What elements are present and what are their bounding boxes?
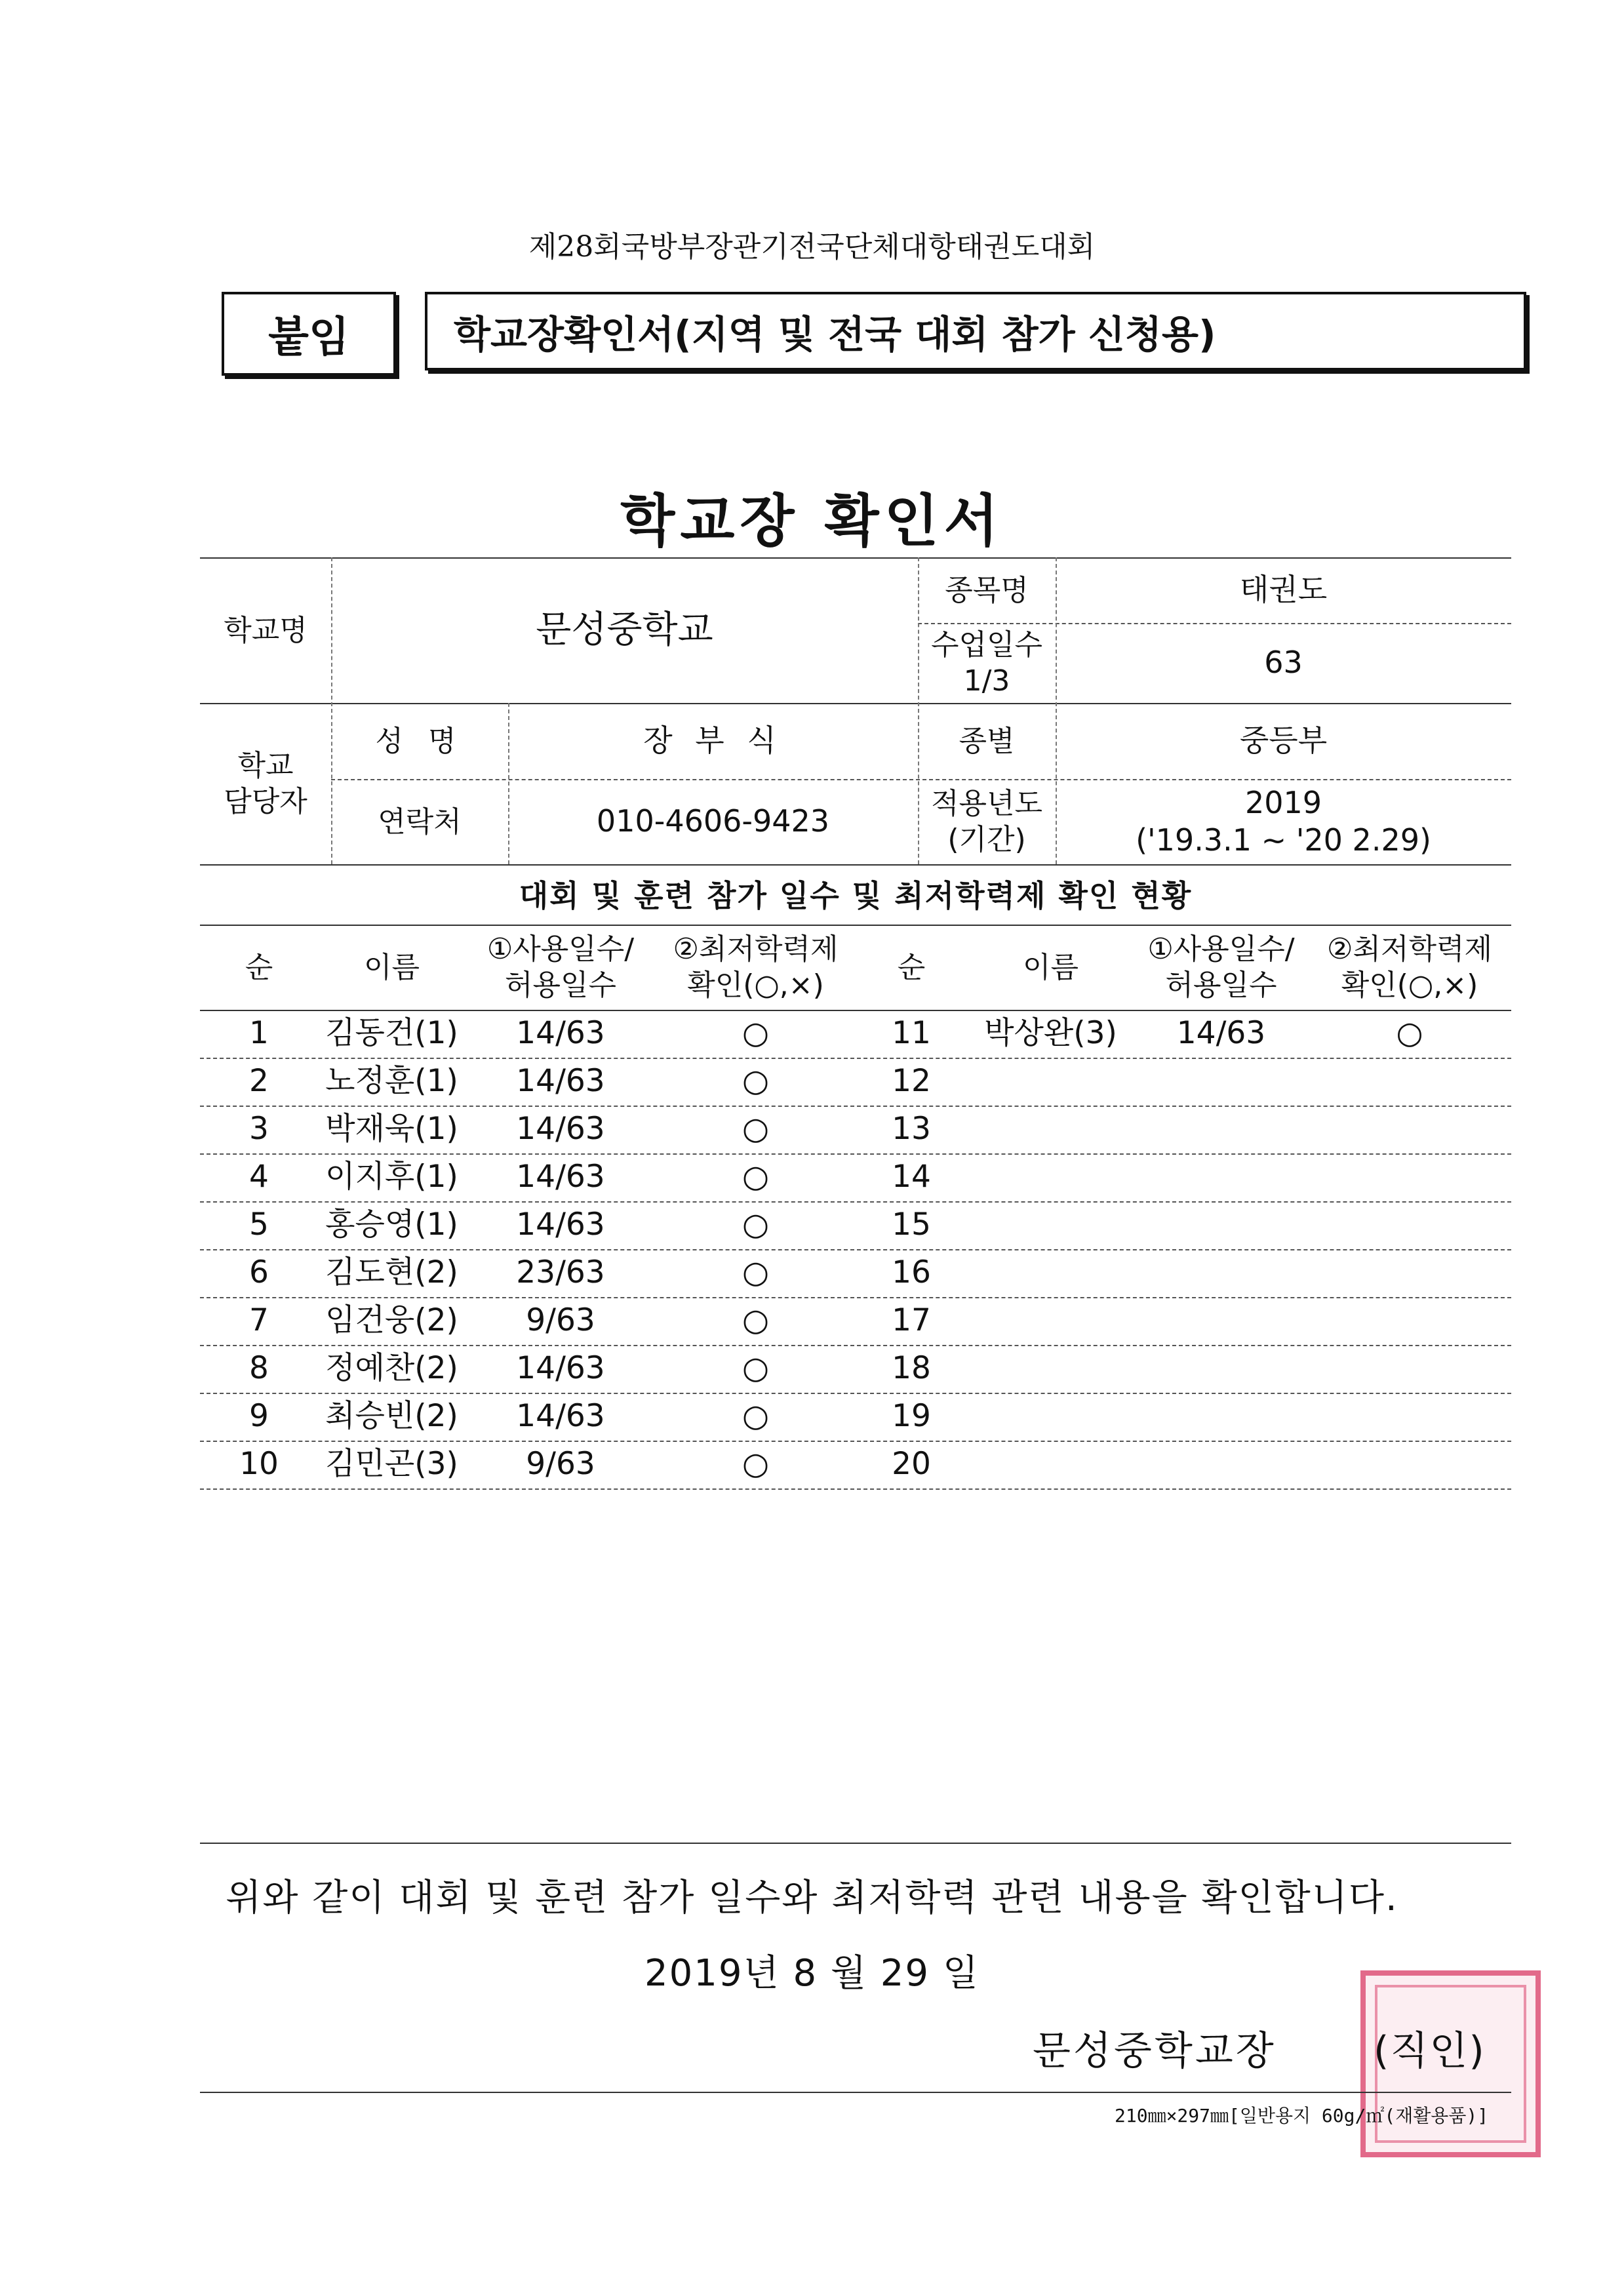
roster-name-cell: 김동건(1)	[325, 1015, 458, 1052]
col-no-left: 순	[245, 950, 273, 984]
roster-mark-cell: ○	[742, 1063, 769, 1100]
roster-mark-cell: ○	[742, 1350, 769, 1387]
col-days-line1: ①사용일수/	[486, 932, 635, 966]
roster-days-cell: 14/63	[516, 1015, 605, 1052]
school-label: 학교명	[224, 613, 307, 647]
roster-name-cell: 김민곤(3)	[325, 1446, 458, 1483]
roster-name-cell: 박상완(3)	[984, 1015, 1117, 1052]
col-name-right: 이름	[1022, 950, 1079, 984]
category-label: 종별	[959, 724, 1015, 758]
roster-days-cell: 14/63	[516, 1063, 605, 1100]
roster-no-cell: 7	[249, 1302, 269, 1339]
roster-days-cell	[1134, 1106, 1308, 1153]
roster-days-cell	[1134, 1153, 1308, 1201]
roster-name-cell	[967, 1297, 1134, 1345]
roster-no-cell: 9	[249, 1398, 269, 1435]
roster-mark-cell	[1308, 1106, 1511, 1153]
year-value-line1: 2019	[1244, 784, 1322, 820]
roster-name-cell	[967, 1345, 1134, 1393]
roster-no-cell: 5	[249, 1207, 269, 1243]
roster-no-cell: 6	[249, 1254, 269, 1291]
document-title: 학교장 확인서	[620, 489, 1004, 554]
roster-days-cell: 14/63	[516, 1159, 605, 1195]
roster-days-cell: 14/63	[516, 1398, 605, 1435]
roster-mark-cell: ○	[742, 1159, 769, 1195]
roster-days-cell: 14/63	[516, 1207, 605, 1243]
roster-name-cell	[967, 1058, 1134, 1106]
period-value: ('19.3.1 ~ '20 2.29)	[1136, 822, 1431, 858]
roster-days-cell	[1134, 1393, 1308, 1441]
seal-label: (직인)	[1374, 2028, 1486, 2074]
roster-name-cell: 김도현(2)	[325, 1254, 458, 1291]
roster-no-cell: 12	[892, 1063, 931, 1100]
roster-name-cell: 정예찬(2)	[325, 1350, 458, 1387]
event-value: 태권도	[1239, 572, 1328, 608]
class-days-label	[918, 623, 1056, 703]
name-value: 장 부 식	[643, 723, 783, 759]
roster-days-cell: 9/63	[526, 1302, 595, 1339]
class-days-value: 63	[1264, 645, 1303, 681]
roster-no-cell: 20	[892, 1446, 931, 1483]
roster-mark-cell	[1308, 1441, 1511, 1488]
roster-no-cell: 2	[249, 1063, 269, 1100]
roster-name-cell: 박재욱(1)	[325, 1111, 458, 1148]
roster-days-cell	[1134, 1297, 1308, 1345]
contact-value: 010-4606-9423	[596, 803, 830, 839]
roster-days-cell: 9/63	[526, 1446, 595, 1483]
roster-no-cell: 11	[892, 1015, 931, 1052]
col-confirm-line2: 확인(○,×)	[687, 968, 824, 1002]
col-confirm-line1: ②최저학력제	[1327, 932, 1492, 966]
col-name-left: 이름	[363, 950, 420, 984]
col-no-right: 순	[897, 950, 926, 984]
manager-label-line2: 담당자	[224, 785, 307, 818]
roster-days-cell	[1134, 1441, 1308, 1488]
roster-mark-cell: ○	[742, 1111, 769, 1148]
divider	[200, 2092, 1511, 2093]
roster-mark-cell	[1308, 1297, 1511, 1345]
row-divider	[200, 1488, 1511, 1490]
roster-name-cell: 홍승영(1)	[325, 1207, 458, 1243]
roster-mark-cell	[1308, 1345, 1511, 1393]
event-label: 종목명	[945, 573, 1029, 607]
col-confirm-line2: 확인(○,×)	[1341, 968, 1478, 1002]
year-label-line2: (기간)	[947, 823, 1026, 856]
roster-days-cell: 14/63	[516, 1350, 605, 1387]
roster-name-cell	[967, 1393, 1134, 1441]
roster-no-cell: 18	[892, 1350, 931, 1387]
class-days-label-line2: 1/3	[963, 664, 1010, 698]
roster-no-cell: 14	[892, 1159, 931, 1195]
col-days-right	[1134, 925, 1308, 1010]
roster-mark-cell: ○	[742, 1398, 769, 1435]
col-confirm-left	[656, 925, 856, 1010]
manager-label	[200, 703, 331, 864]
roster-mark-cell	[1308, 1201, 1511, 1249]
roster-name-cell: 이지후(1)	[325, 1159, 458, 1195]
roster-mark-cell: ○	[742, 1446, 769, 1483]
roster-name-cell: 최승빈(2)	[325, 1398, 458, 1435]
roster-mark-cell	[1308, 1153, 1511, 1201]
roster-no-cell: 10	[239, 1446, 279, 1483]
roster-days-cell: 14/63	[516, 1111, 605, 1148]
roster-name-cell	[967, 1201, 1134, 1249]
form-title: 학교장확인서(지역 및 전국 대회 참가 신청용)	[425, 292, 1526, 370]
roster-name-cell	[967, 1441, 1134, 1488]
col-confirm-right	[1308, 925, 1511, 1010]
roster-title: 대회 및 훈련 참가 일수 및 최저학력제 확인 현황	[519, 878, 1193, 913]
roster-days-cell	[1134, 1058, 1308, 1106]
col-days-line1: ①사용일수/	[1147, 932, 1295, 966]
col-confirm-line1: ②최저학력제	[673, 932, 839, 966]
paper-spec: 210㎜×297㎜[일반용지 60g/㎡(재활용품)]	[1115, 2105, 1489, 2126]
roster-name-cell: 노정훈(1)	[325, 1063, 458, 1100]
roster-name-cell	[967, 1106, 1134, 1153]
roster-days-cell: 23/63	[516, 1254, 605, 1291]
manager-label-line1: 학교	[237, 749, 294, 782]
roster-no-cell: 19	[892, 1398, 931, 1435]
roster-mark-cell	[1308, 1058, 1511, 1106]
roster-no-cell: 13	[892, 1111, 931, 1148]
roster-mark-cell	[1308, 1249, 1511, 1297]
roster-no-cell: 16	[892, 1254, 931, 1291]
roster-mark-cell: ○	[742, 1302, 769, 1339]
divider	[200, 864, 1511, 866]
class-days-label-line1: 수업일수	[930, 628, 1042, 662]
attachment-label: 붙임	[222, 292, 396, 376]
roster-mark-cell	[1308, 1393, 1511, 1441]
signer-name: 문성중학교장	[1033, 2028, 1277, 2074]
category-value: 중등부	[1239, 723, 1328, 759]
roster-days-cell	[1134, 1249, 1308, 1297]
roster-name-cell	[967, 1249, 1134, 1297]
year-label-line1: 적용년도	[930, 787, 1042, 820]
col-days-line2: 허용일수	[504, 968, 616, 1002]
date-text: 2019년 8 월 29 일	[644, 1952, 980, 1995]
roster-days-cell	[1134, 1201, 1308, 1249]
year-value	[1056, 779, 1511, 864]
roster-no-cell: 17	[892, 1302, 931, 1339]
confirmation-text: 위와 같이 대회 및 훈련 참가 일수와 최저학력 관련 내용을 확인합니다.	[226, 1877, 1398, 1919]
roster-mark-cell: ○	[742, 1207, 769, 1243]
event-title: 제28회국방부장관기전국단체대항태권도대회	[528, 230, 1096, 264]
school-name: 문성중학교	[536, 609, 713, 651]
roster-days-cell	[1134, 1345, 1308, 1393]
roster-no-cell: 1	[249, 1015, 269, 1052]
year-label	[918, 779, 1056, 864]
roster-no-cell: 15	[892, 1207, 931, 1243]
roster-no-cell: 8	[249, 1350, 269, 1387]
roster-name-cell: 임건웅(2)	[325, 1302, 458, 1339]
roster-mark-cell: ○	[742, 1015, 769, 1052]
roster-mark-cell: ○	[1396, 1015, 1423, 1052]
roster-no-cell: 4	[249, 1159, 269, 1195]
col-days-left	[465, 925, 656, 1010]
roster-mark-cell: ○	[742, 1254, 769, 1291]
roster-no-cell: 3	[249, 1111, 269, 1148]
contact-label: 연락처	[378, 805, 462, 839]
roster-days-cell: 14/63	[1176, 1015, 1266, 1052]
col-days-line2: 허용일수	[1165, 968, 1277, 1002]
name-label: 성 명	[375, 724, 464, 758]
roster-name-cell	[967, 1153, 1134, 1201]
divider	[200, 1843, 1511, 1844]
